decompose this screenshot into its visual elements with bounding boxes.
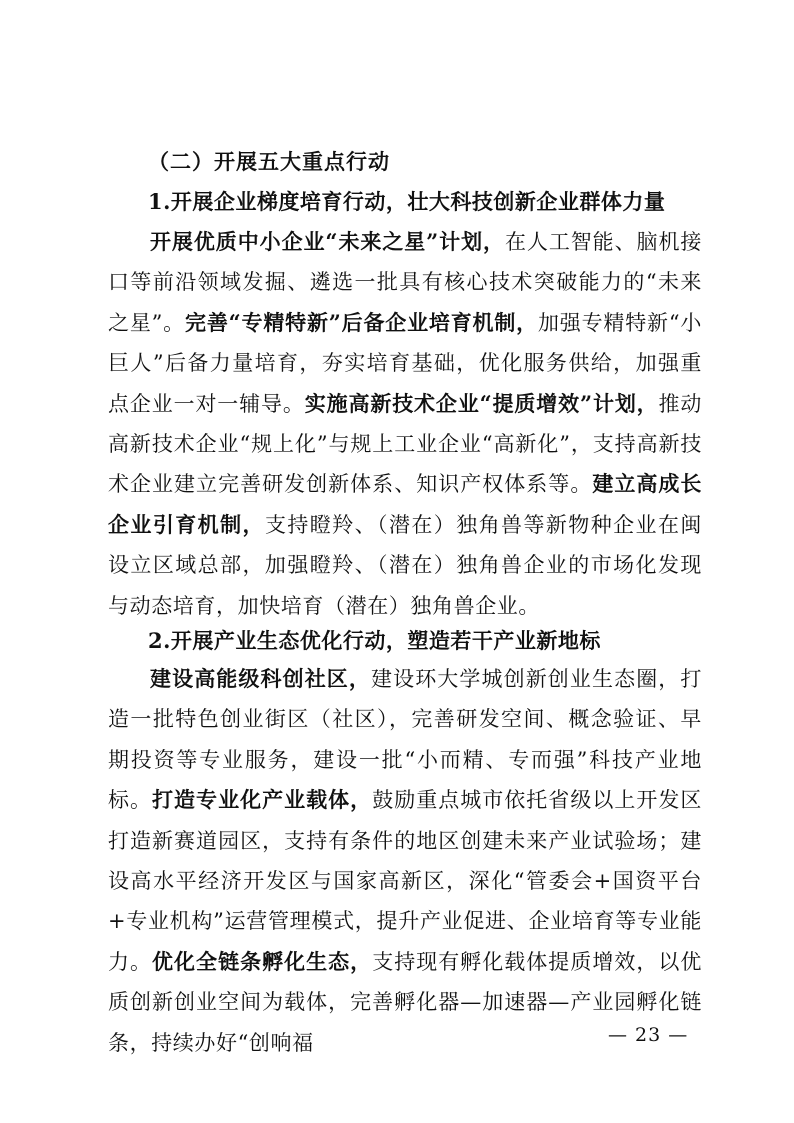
para2-sentence1-bold: 建设高能级科创社区， [150, 666, 371, 691]
para1-sentence1-text: 在人工智能、脑机接口等前沿领域发掘、遴选一批具有核心技术突破能力的“未来之星”。 [108, 230, 703, 335]
para1-sentence3-bold: 实施高新技术企业“提质增效”计划， [304, 390, 659, 416]
para1-sentence4-bold: 建立高成长企业引育机制， [108, 471, 703, 537]
subsection-1-title: 1.开展企业梯度培育行动，壮大科技创新企业群体力量 [148, 189, 666, 214]
para2-sentence1-text: 建设环大学城创新创业生态圈，打造一批特色创业街区（社区），完善研发空间、概念验证、早期投资等专业服务，建设一批“小而精、专而强”科技产业地标。 [108, 667, 702, 813]
paragraph-1 [108, 222, 702, 626]
para2-sentence3-text: 支持现有孵化载体提质增效，以优质创新创业空间为载体，完善孵化器—加速器—产业园孵化链条，持续办好“创响福 [108, 949, 702, 1055]
para1-sentence2-text: 加强专精特新“小巨人”后备力量培育，夯实培育基础，优化服务供给，加强重点企业一对一辅导。 [108, 310, 703, 416]
page-number: — 23 — [608, 1024, 689, 1046]
subsection-2-title: 2.开展产业生态优化行动，塑造若干产业新地标 [148, 628, 601, 653]
paragraph-2 [108, 659, 702, 1063]
para1-sentence1-bold: 开展优质中小企业“未来之星”计划， [150, 229, 505, 254]
para2-sentence2-text: 鼓励重点城市依托省级以上开发区打造新赛道园区，支持有条件的地区创建未来产业试验场；建设高水平经济开发区与国家高新区，深化“管委会+国资平台+专业机构”运营管理模式，提升产业促进、企业培育等专业能力。 [108, 788, 702, 974]
para1-sentence2-bold: 完善“专精特新”后备企业培育机制， [185, 309, 538, 335]
para1-sentence3-text: 推动高新技术企业“规上化”与规上工业企业“高新化”，支持高新技术企业建立完善研发创新体系、知识产权体系等。 [108, 391, 703, 497]
para2-sentence3-bold: 优化全链条孵化生态， [152, 948, 373, 974]
section-heading: （二）开展五大重点行动 [148, 149, 390, 174]
para2-sentence2-bold: 打造专业化产业载体， [152, 787, 373, 813]
para1-sentence4-text: 支持瞪羚、（潜在）独角兽等新物种企业在闽设立区域总部，加强瞪羚、（潜在）独角兽企业的市场化发现与动态培育，加快培育（潜在）独角兽企业。 [108, 512, 702, 618]
